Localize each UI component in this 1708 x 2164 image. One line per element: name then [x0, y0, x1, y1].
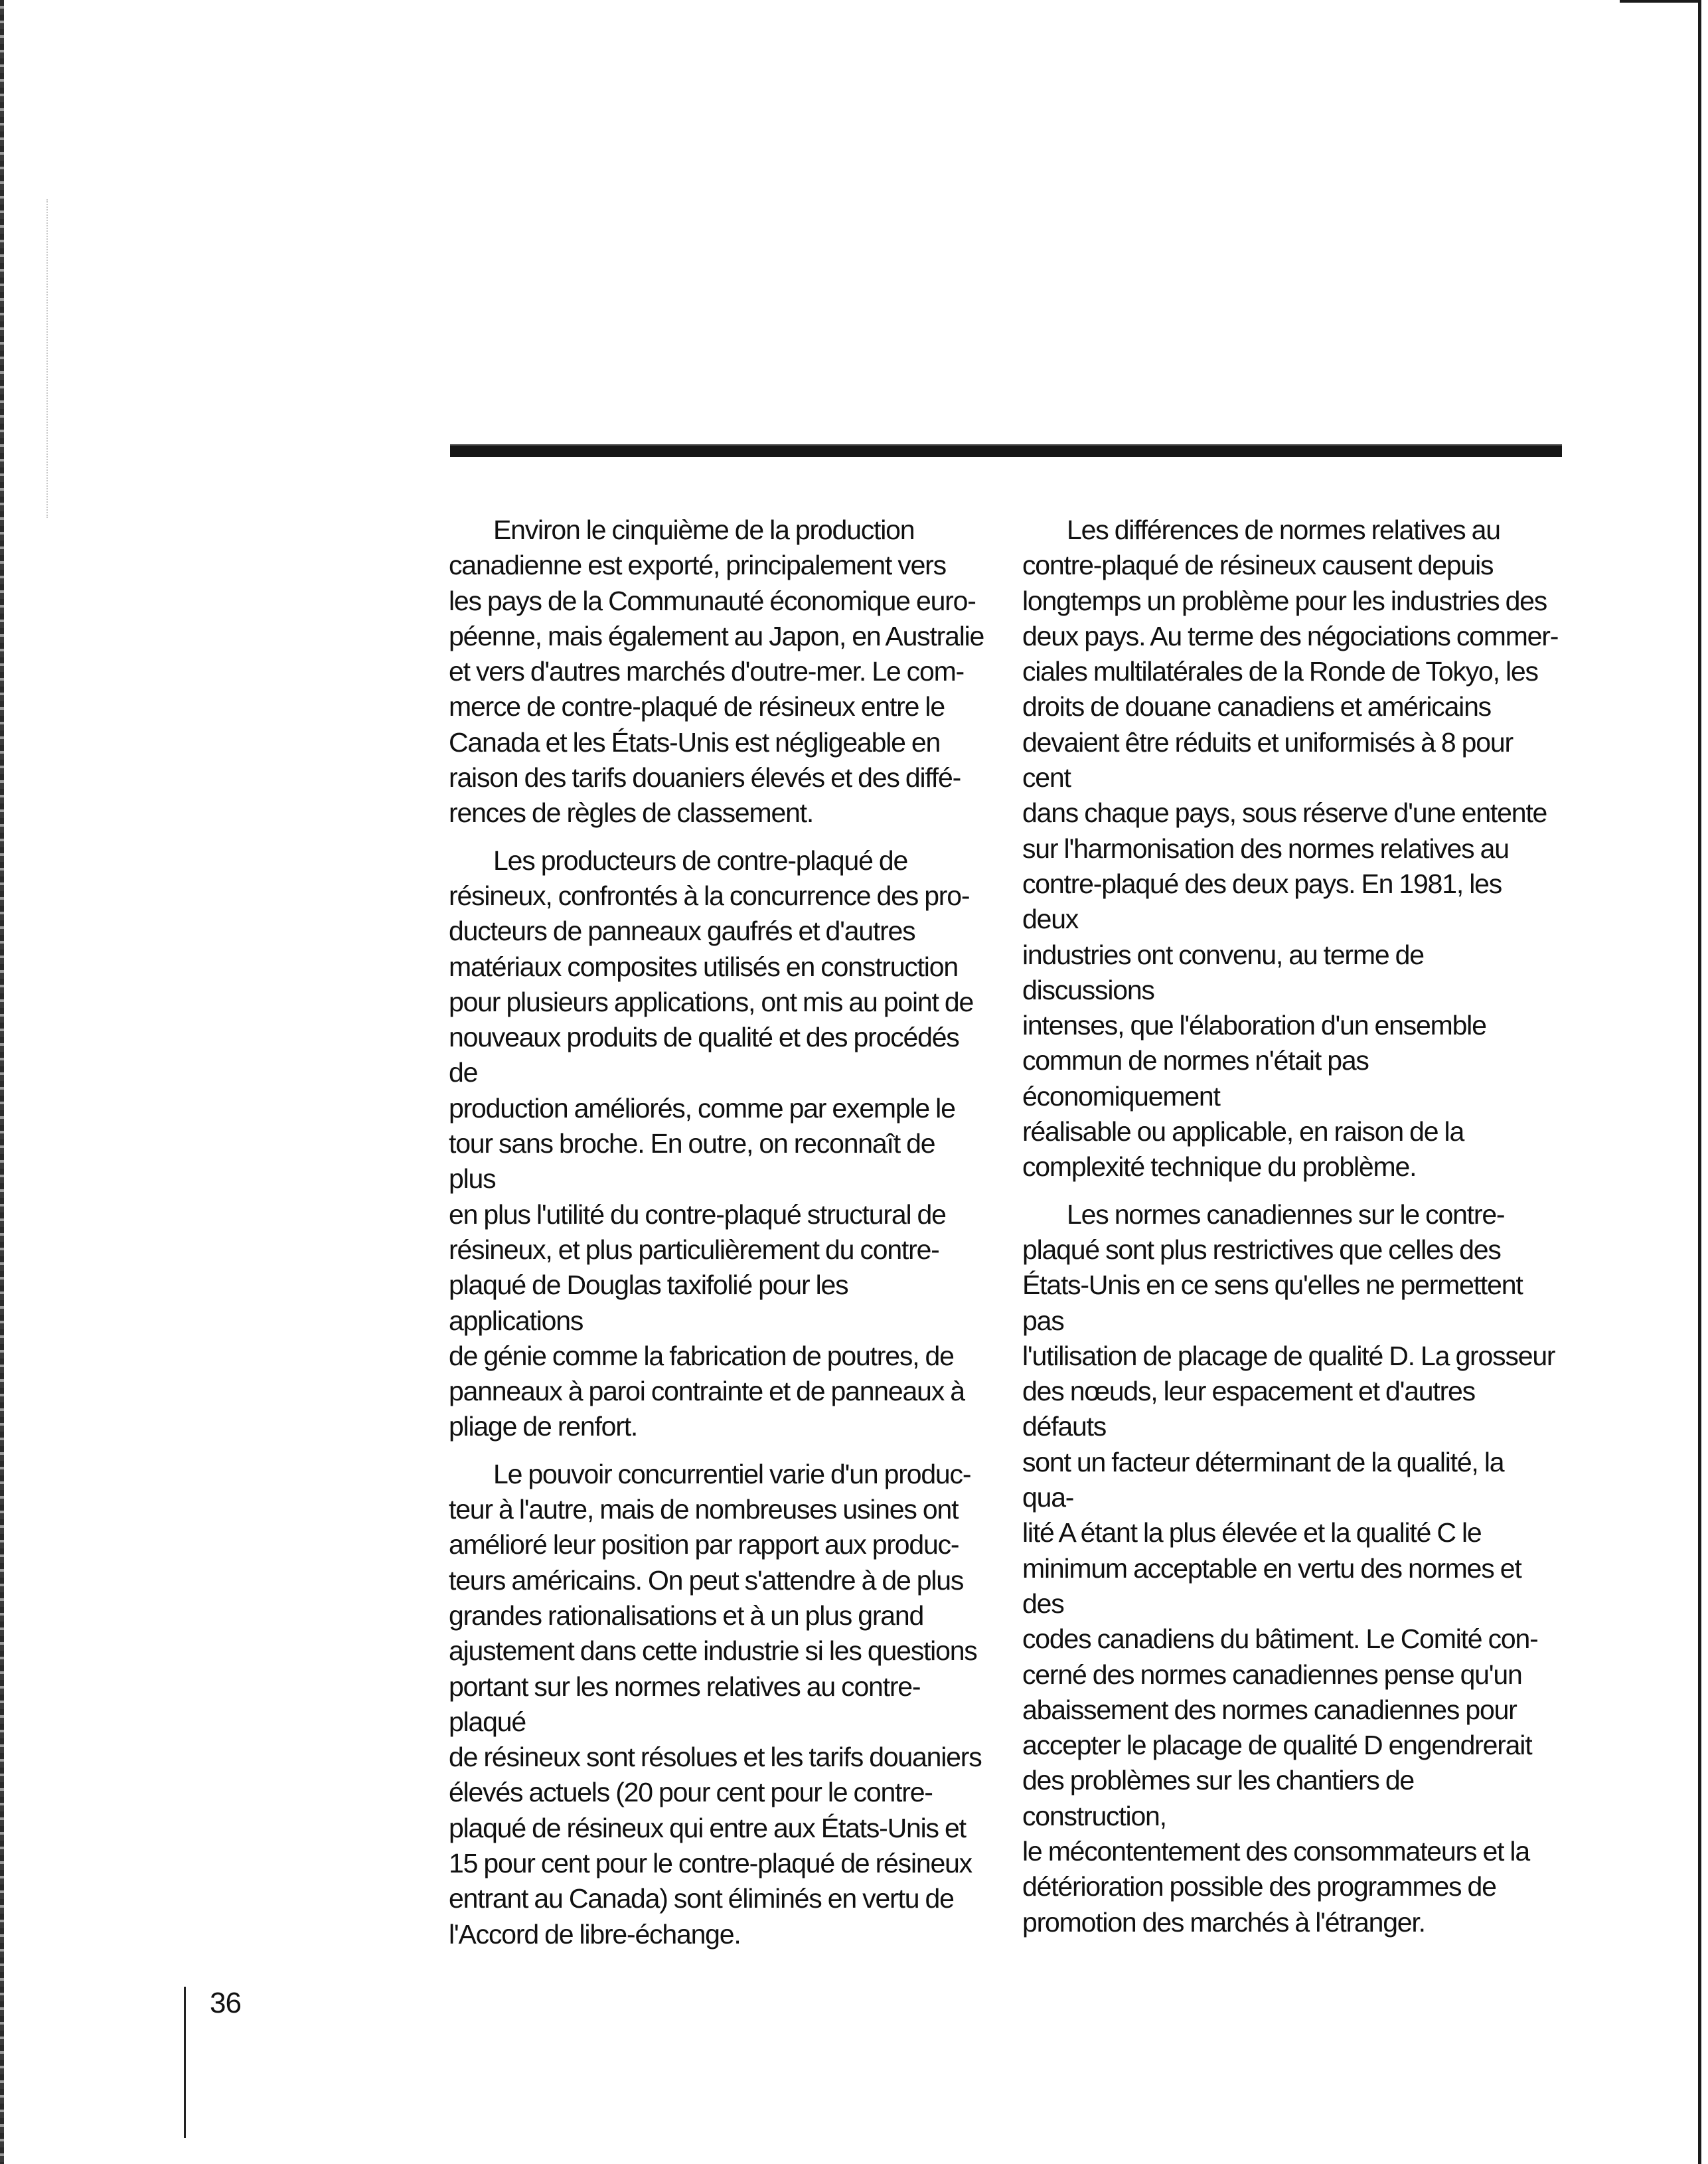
scan-artifact-marks	[46, 199, 52, 518]
paragraph-canadian-standards: Les normes canadiennes sur le contre- plaqué sont plus restrictives que celles des États-Unis en ce sens qu'elles ne permettent pas l'utilisation de placage de qualité D. La grosseur des nœuds, leur espacement et d'autres défauts sont un facteur déterminant de la qualité, la qua- lité A étant la plus élevée et la qualité C le minimum acceptable en vertu des normes et des codes canadiens du bâtiment. Le Comité con- cerné des normes canadiennes pense qu'un abaissement des normes canadiennes pour accepter le placage de qualité D engendrerait des problèmes sur les chantiers de construction, le mécontentement des consommateurs et la détérioration possible des programmes de promotion des marchés à l'étranger.	[1022, 1199, 1555, 1938]
page-number: 36	[210, 1987, 241, 2019]
paragraph-competitiveness: Le pouvoir concurrentiel varie d'un produc- teur à l'autre, mais de nombreuses usines ont amélioré leur position par rapport aux produc- teurs américains. On peut s'attendre à de plus grandes rationalisations et à un plus grand ajustement dans cette industrie si les questions portant sur les normes relatives au contre-plaqué de résineux sont résolues et les tarifs douaniers élevés actuels (20 pour cent pour le contre- plaqué de résineux qui entre aux États-Unis et 15 pour cent pour le contre-plaqué de résineux entrant au Canada) sont éliminés en vertu de l'Accord de libre-échange.	[449, 1458, 982, 1950]
scan-edge-left	[0, 0, 4, 2164]
left-column	[449, 513, 985, 1964]
paragraph-producers: Les producteurs de contre-plaqué de résineux, confrontés à la concurrence des pro- ducteurs de panneaux gaufrés et d'autres matériaux composites utilisés en construction pour plusieurs applications, ont mis au point de nouveaux produits de qualité et des procédés de production améliorés, comme par exemple le tour sans broche. En outre, on reconnaît de plus en plus l'utilité du contre-plaqué structural de résineux, et plus particulièrement du contre- plaqué de Douglas taxifolié pour les applications de génie comme la fabrication de poutres, de panneaux à paroi contrainte et de panneaux à pliage de renfort.	[449, 845, 974, 1442]
scan-edge-right	[1698, 0, 1701, 2164]
folio-rule	[184, 1987, 186, 2138]
header-rule	[450, 444, 1562, 457]
right-column	[1022, 513, 1559, 1952]
scan-edge-top-right	[1620, 0, 1699, 3]
paragraph-production-exports: Environ le cinquième de la production canadienne est exporté, principalement vers les pays de la Communauté économique euro- péenne, mais également au Japon, en Australie et vers d'autres marchés d'outre-mer. Le com- merce de contre-plaqué de résineux entre le Canada et les États-Unis est négligeable en raison des tarifs douaniers élevés et des diffé- rences de règles de classement.	[449, 515, 984, 829]
paragraph-standards-differences: Les différences de normes relatives au contre-plaqué de résineux causent depuis longtemps un problème pour les industries des deux pays. Au terme des négociations commer- ciales multilatérales de la Ronde de Tokyo, les droits de douane canadiens et américains devaient être réduits et uniformisés à 8 pour cent dans chaque pays, sous réserve d'une entente sur l'harmonisation des normes relatives au contre-plaqué des deux pays. En 1981, les deux industries ont convenu, au terme de discussions intenses, que l'élaboration d'un ensemble commun de normes n'était pas économiquement réalisable ou applicable, en raison de la complexité technique du problème.	[1022, 515, 1559, 1183]
